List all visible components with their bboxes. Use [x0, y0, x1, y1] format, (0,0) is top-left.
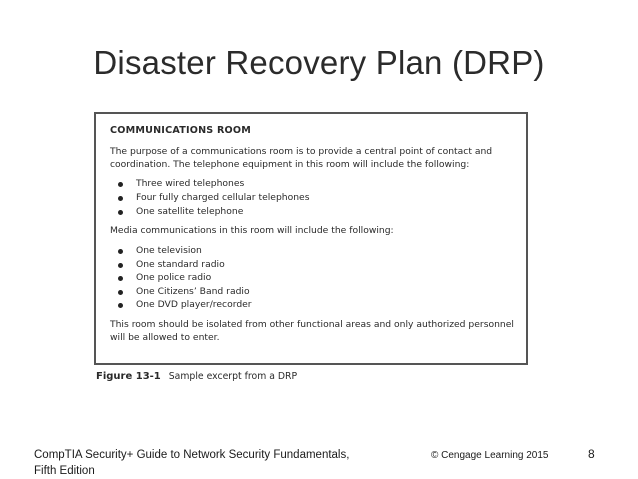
list-item — [136, 191, 516, 205]
telephone-list — [110, 177, 516, 218]
bullet-icon — [118, 303, 123, 308]
list-item — [136, 285, 516, 299]
list-item — [136, 244, 516, 258]
list-item-text: One satellite telephone — [136, 205, 244, 217]
list-item-text: One Citizens’ Band radio — [136, 285, 250, 297]
list-item — [136, 271, 516, 285]
media-list — [110, 244, 516, 312]
bullet-icon — [118, 263, 123, 268]
list-item-text: One standard radio — [136, 258, 225, 270]
bullet-icon — [118, 182, 123, 187]
excerpt-closing: This room should be isolated from other functional areas and only authorized personnel will be allowed to enter. — [110, 318, 514, 343]
figure-caption — [96, 371, 297, 382]
bullet-icon — [118, 276, 123, 281]
list-item — [136, 298, 516, 312]
footer-book-title — [34, 447, 349, 479]
slide-title: Disaster Recovery Plan (DRP) — [93, 44, 545, 81]
excerpt-content — [110, 125, 516, 351]
footer-copyright: © Cengage Learning 2015 — [431, 450, 549, 461]
list-item-text: One DVD player/recorder — [136, 299, 252, 311]
list-item — [136, 258, 516, 272]
figure-caption-text: Sample excerpt from a DRP — [168, 371, 298, 382]
footer-book-line: CompTIA Security+ Guide to Network Security Fundamentals, — [34, 449, 350, 461]
excerpt-intro: The purpose of a communications room is to provide a central point of contact and coordination. The telephone equipment in this room will include the following: — [110, 145, 493, 170]
excerpt-heading: COMMUNICATIONS ROOM — [110, 125, 251, 136]
list-item-text: Four fully charged cellular telephones — [136, 191, 310, 203]
bullet-icon — [118, 210, 123, 215]
list-item — [136, 177, 516, 191]
bullet-icon — [118, 196, 123, 201]
page-number: 8 — [588, 447, 595, 461]
list-item — [136, 205, 516, 219]
list-item-text: One television — [136, 244, 202, 256]
bullet-icon — [118, 290, 123, 295]
list-item-text: Three wired telephones — [136, 178, 245, 190]
bullet-icon — [118, 249, 123, 254]
figure-number: Figure 13-1 — [96, 371, 161, 382]
excerpt-box — [94, 112, 528, 365]
list-item-text: One police radio — [136, 272, 212, 284]
excerpt-media-intro: Media communications in this room will include the following: — [110, 225, 394, 237]
footer-book-line: Fifth Edition — [34, 465, 95, 477]
